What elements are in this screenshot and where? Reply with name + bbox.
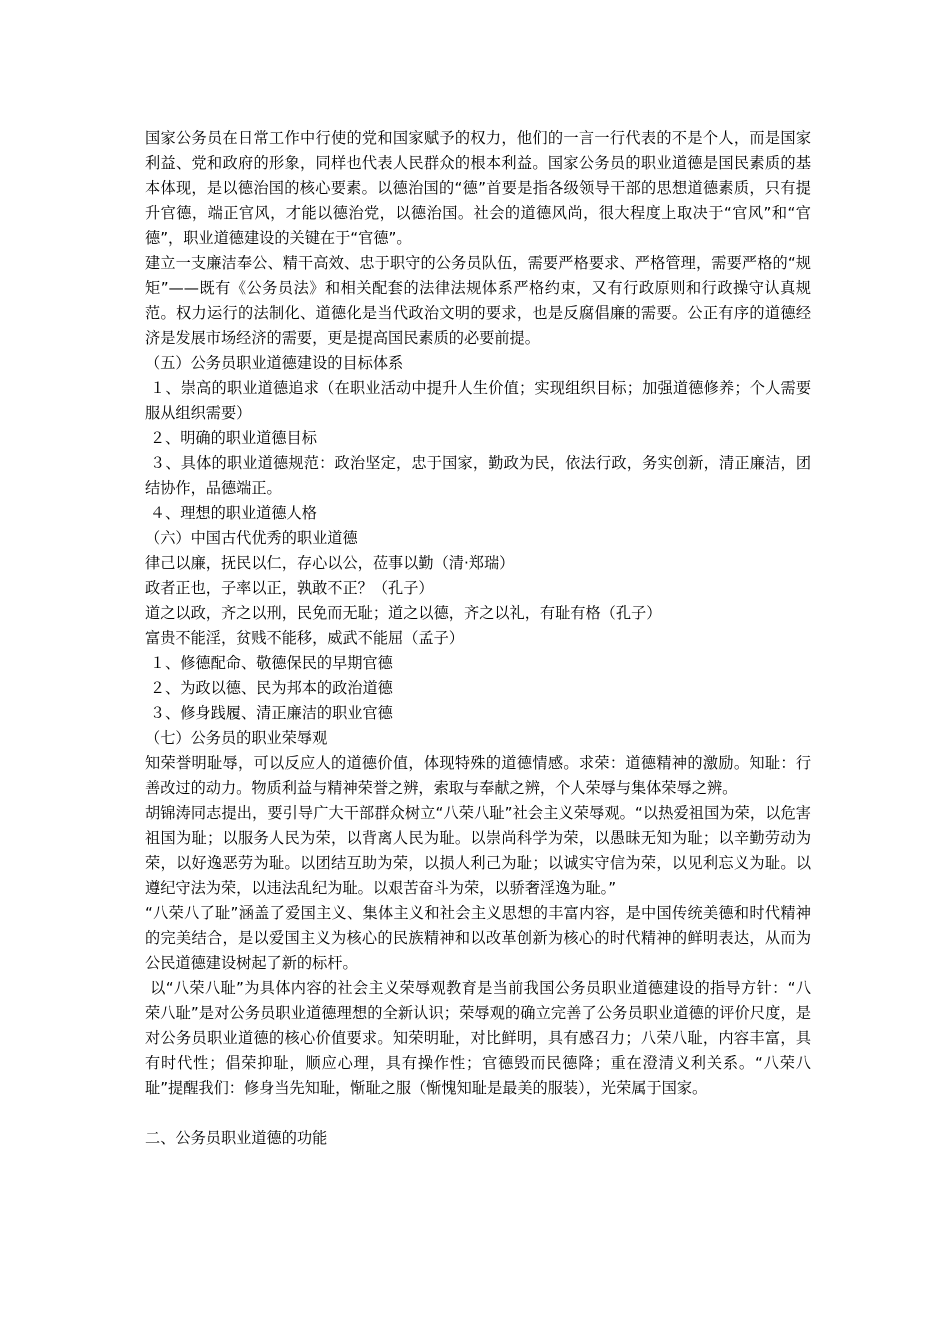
quote-confucius-2: 道之以政，齐之以刑，民免而无耻；道之以德，齐之以礼，有耻有格（孔子）: [145, 604, 662, 622]
list-item-ancient-1: １、修德配命、敬德保民的早期官德: [145, 654, 393, 672]
quote-mencius: 富贵不能淫，贫贱不能移，威武不能屈（孟子）: [145, 629, 464, 647]
list-item-2: ２、明确的职业道德目标: [145, 429, 317, 447]
quote-confucius-1: 政者正也，子率以正，孰敢不正？（孔子）: [145, 579, 434, 597]
paragraph-team-building: 建立一支廉洁奉公、精干高效、忠于职守的公务员队伍，需要严格要求、严格管理，需要严格的“规矩”——既有《公务员法》和相关配套的法律法规体系严格约束，又有行政原则和行政操守认真规范。权力运行的法制化、道德化是当代政治文明的要求，也是反腐倡廉的需要。公正有序的道德经济是发展市场经济的需要，更是提高国民素质的必要前提。: [145, 254, 811, 347]
document-body: [145, 126, 811, 1151]
blank-line: [145, 1101, 811, 1126]
paragraph-honor-shame-definition: 知荣誉明耻辱，可以反应人的道德价值，体现特殊的道德情感。求荣：道德精神的激励。知耻：行善改过的动力。物质利益与精神荣誉之辨，索取与奉献之辨，个人荣辱与集体荣辱之辨。: [145, 754, 811, 797]
paragraph-eight-honors-meaning: “八荣八了耻”涵盖了爱国主义、集体主义和社会主义思想的丰富内容，是中国传统美德和时代精神的完美结合，是以爱国主义为核心的民族精神和以改革创新为核心的时代精神的鲜明表达，从而为公民道德建设树起了新的标杆。: [145, 904, 811, 972]
quote-zheng-rui: 律己以廉，抚民以仁，存心以公，莅事以勤（清·郑瑞）: [145, 554, 515, 572]
list-item-ancient-2: ２、为政以德、民为邦本的政治道德: [145, 679, 393, 697]
section-heading: 二、公务员职业道德的功能: [145, 1129, 328, 1147]
list-item-ancient-3: ３、修身践履、清正廉洁的职业官德: [145, 704, 393, 722]
paragraph-guande-intro: 国家公务员在日常工作中行使的党和国家赋予的权力，他们的一言一行代表的不是个人，而是国家利益、党和政府的形象，同样也代表人民群众的根本利益。国家公务员的职业道德是国民素质的基本体现，是以德治国的核心要素。以德治国的“德”首要是指各级领导干部的思想道德素质，只有提升官德，端正官风，才能以德治党，以德治国。社会的道德风尚，很大程度上取决于“官风”和“官德”，职业道德建设的关键在于“官德”。: [145, 129, 811, 247]
paragraph-eight-honors: 胡锦涛同志提出，要引导广大干部群众树立“八荣八耻”社会主义荣辱观。“以热爱祖国为荣，以危害祖国为耻；以服务人民为荣，以背离人民为耻。以崇尚科学为荣，以愚昧无知为耻；以辛勤劳动为荣，以好逸恶劳为耻。以团结互助为荣，以损人利己为耻；以诚实守信为荣，以见利忘义为耻。以遵纪守法为荣，以违法乱纪为耻。以艰苦奋斗为荣，以骄奢淫逸为耻。”: [145, 804, 811, 897]
list-item-3: ３、具体的职业道德规范：政治坚定，忠于国家，勤政为民，依法行政，务实创新，清正廉洁，团结协作，品德端正。: [145, 454, 812, 497]
list-item-4: ４、理想的职业道德人格: [145, 504, 317, 522]
subheading-ancient-ethics: （六）中国古代优秀的职业道德: [145, 529, 358, 547]
list-item-1: １、崇高的职业道德追求（在职业活动中提升人生价值；实现组织目标；加强道德修养；个人需要服从组织需要）: [145, 379, 812, 422]
subheading-honor-shame: （七）公务员的职业荣辱观: [145, 729, 328, 747]
subheading-goal-system: （五）公务员职业道德建设的目标体系: [145, 354, 404, 372]
paragraph-eight-honors-guidance: 以“八荣八耻”为具体内容的社会主义荣辱观教育是当前我国公务员职业道德建设的指导方针：“八荣八耻”是对公务员职业道德理想的全新认识；荣辱观的确立完善了公务员职业道德的评价尺度，是对公务员职业道德的核心价值要求。知荣明耻，对比鲜明，具有感召力；八荣八耻，内容丰富，具有时代性；倡荣抑耻，顺应心理，具有操作性；官德毁而民德降；重在澄清义利关系。“八荣八耻”提醒我们：修身当先知耻，惭耻之服（惭愧知耻是最美的服装），光荣属于国家。: [145, 979, 812, 1097]
